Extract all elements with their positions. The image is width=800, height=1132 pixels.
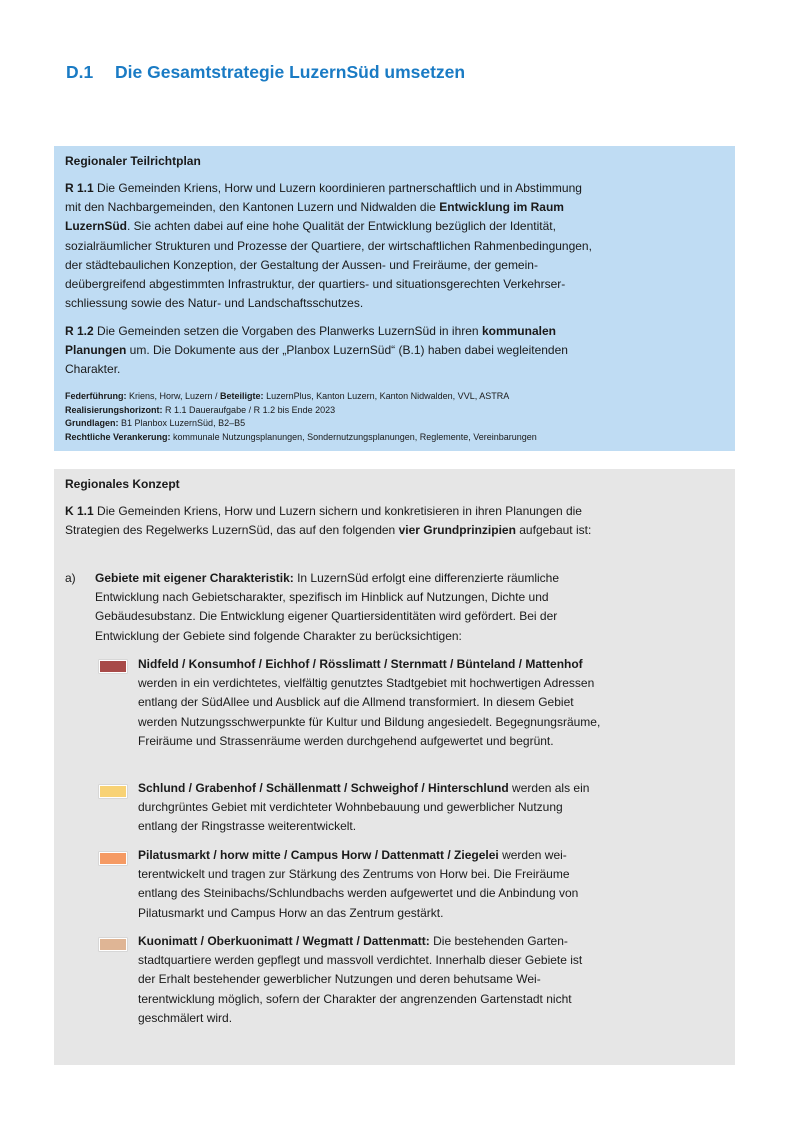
r11-text-2: . Sie achten dabei auf eine hohe Qualität der Entwicklung bezüglich der Identität, sozialräumlicher Strukturen und Prozesse der Quartiere, der wirtschaftlichen Rahmenbedingungen, der städtebaulichen Konzeption, der Gestaltung der Aussen- und Freiräume, der gemeindeübergreifend abgestimmten Infrastruktur, der quartiers- und situationsgerechten Verkehrserschliessung sowie des Natur- und Landschaftsschutzes. bbox=[65, 219, 592, 311]
paragraph-r11 bbox=[65, 179, 599, 313]
r12-text-2: um. Die Dokumente aus der „Planbox LuzernSüd“ (B.1) haben dabei wegleitenden Charakter. bbox=[65, 343, 568, 377]
subitem-1-bold: Nidfeld / Konsumhof / Eichhof / Rösslimatt / Sternmatt / Bünteland / Mattenhof bbox=[138, 657, 583, 671]
meta-beteiligte-value: LuzernPlus, Kanton Luzern, Kanton Nidwalden, VVL, ASTRA bbox=[263, 391, 510, 401]
konzept-title: Regionales Konzept bbox=[65, 477, 180, 491]
meta-grundlagen-label: Grundlagen: bbox=[65, 418, 119, 429]
k11-label: K 1.1 bbox=[65, 504, 94, 518]
heading-title: Die Gesamtstrategie LuzernSüd umsetzen bbox=[115, 62, 466, 82]
subitem-1-text: werden in ein verdichtetes, vielfältig genutztes Stadtgebiet mit hochwertigen Adressen entlang der SüdAllee und Ausblick auf die Allmend transformiert. In diesem Gebiet werden Nutzungsschwerpunkte für Kultur und Bildung angesiedelt. Begegnungsräume, Freiräume und Strassenräume werden durchgehend aufgewertet und begrünt. bbox=[138, 676, 601, 748]
meta-verankerung-label: Rechtliche Verankerung: bbox=[65, 431, 171, 442]
teilrichtplan-title: Regionaler Teilrichtplan bbox=[65, 154, 201, 168]
r11-label: R 1.1 bbox=[65, 181, 94, 195]
paragraph-r12 bbox=[65, 322, 599, 380]
swatch-orange bbox=[99, 852, 127, 865]
k11-text-1: Die Gemeinden Kriens, Horw und Luzern sichern und konkretisieren in ihren Planungen die Strategien des Regelwerks LuzernSüd, das auf den folgenden bbox=[65, 504, 582, 538]
subitem-2-bold: Schlund / Grabenhof / Schällenmatt / Schweighof / Hinterschlund bbox=[138, 781, 509, 795]
r12-label: R 1.2 bbox=[65, 324, 94, 338]
item-a-marker: a) bbox=[65, 571, 76, 585]
k11-bold-1: vier Grundprinzipien bbox=[398, 523, 516, 538]
meta-federfuehrung-value: Kriens, Horw, Luzern / bbox=[126, 391, 221, 401]
swatch-dark-red bbox=[99, 660, 127, 673]
meta-horizont-value: R 1.1 Daueraufgabe / R 1.2 bis Ende 2023 bbox=[162, 404, 336, 415]
k11-text-2: aufgebaut ist: bbox=[515, 523, 592, 538]
heading-number: D.1 bbox=[66, 62, 94, 82]
r11-bold-1: Entwicklung im Raum LuzernSüd bbox=[65, 200, 564, 234]
meta-block bbox=[65, 390, 599, 444]
subitem-3 bbox=[138, 846, 601, 923]
swatch-yellow bbox=[99, 785, 127, 798]
meta-grundlagen bbox=[65, 417, 599, 431]
meta-grundlagen-value: B1 Planbox LuzernSüd, B2–B5 bbox=[118, 418, 246, 429]
subitem-4-bold: Kuonimatt / Oberkuonimatt / Wegmatt / Dattenmatt: bbox=[138, 934, 430, 948]
paragraph-k11 bbox=[65, 502, 599, 540]
meta-federfuehrung-label: Federführung: bbox=[65, 391, 127, 401]
konzept-box bbox=[54, 469, 735, 1065]
meta-beteiligte-label: Beteiligte: bbox=[220, 391, 264, 401]
subitem-1 bbox=[138, 655, 601, 751]
meta-horizont-label: Realisierungshorizont: bbox=[65, 404, 163, 415]
subitem-3-bold: Pilatusmarkt / horw mitte / Campus Horw / Dattenmatt / Ziegelei bbox=[138, 848, 499, 862]
meta-verankerung-value: kommunale Nutzungsplanungen, Sondernutzungsplanungen, Reglemente, Vereinbarungen bbox=[170, 431, 537, 442]
item-a-body: In LuzernSüd erfolgt eine differenzierte räumliche Entwicklung nach Gebietscharakter, spezifisch im Hinblick auf Nutzungen, Dichte und Gebäudesubstanz. Die Entwicklung eigener Quartiersidentitäten wird gefördert. Bei der Entwicklung der Gebiete sind folgende Charakter zu berücksichtigen: bbox=[95, 571, 560, 643]
teilrichtplan-box bbox=[54, 146, 735, 451]
meta-verankerung bbox=[65, 431, 599, 445]
subitem-4 bbox=[138, 932, 601, 1028]
r11-text-1: Die Gemeinden Kriens, Horw und Luzern koordinieren partnerschaftlich und in Abstimmung mit den Nachbargemeinden, den Kantonen Luzern und Nidwalden die bbox=[65, 181, 582, 215]
item-a-text bbox=[95, 569, 600, 646]
subitem-2-text: werden als ein durchgrüntes Gebiet mit verdichteter Wohnbebauung und gewerblicher Nutzung entlang der Ringstrasse weiterentwickelt. bbox=[138, 781, 590, 834]
subitem-4-text: Die bestehenden Gartenstadtquartiere werden gepflegt und massvoll verdichtet. Innerhalb dieser Gebiete ist der Erhalt bestehender gewerblicher Nutzungen und deren behutsame Weiterentwicklung möglich, sofern der Charakter der angrenzenden Gartenstadt nicht geschmälert wird. bbox=[138, 934, 583, 1025]
r12-text-1: Die Gemeinden setzen die Vorgaben des Planwerks LuzernSüd in ihren bbox=[93, 324, 482, 338]
item-a-bold: Gebiete mit eigener Charakteristik: bbox=[95, 571, 294, 585]
r12-bold-1: kommunalen Planungen bbox=[65, 324, 556, 358]
subitem-2 bbox=[138, 779, 601, 837]
meta-federfuehrung bbox=[65, 390, 599, 404]
meta-horizont bbox=[65, 404, 599, 418]
subitem-3-text: werden weiterentwickelt und tragen zur Stärkung des Zentrums von Horw bei. Die Freiräume entlang des Steinibachs/Schlundbachs werden aufgewertet und die Anbindung von Pilatusmarkt und Campus Horw an das Zentrum gestärkt. bbox=[138, 848, 579, 920]
swatch-beige bbox=[99, 938, 127, 951]
page-heading bbox=[66, 62, 465, 83]
